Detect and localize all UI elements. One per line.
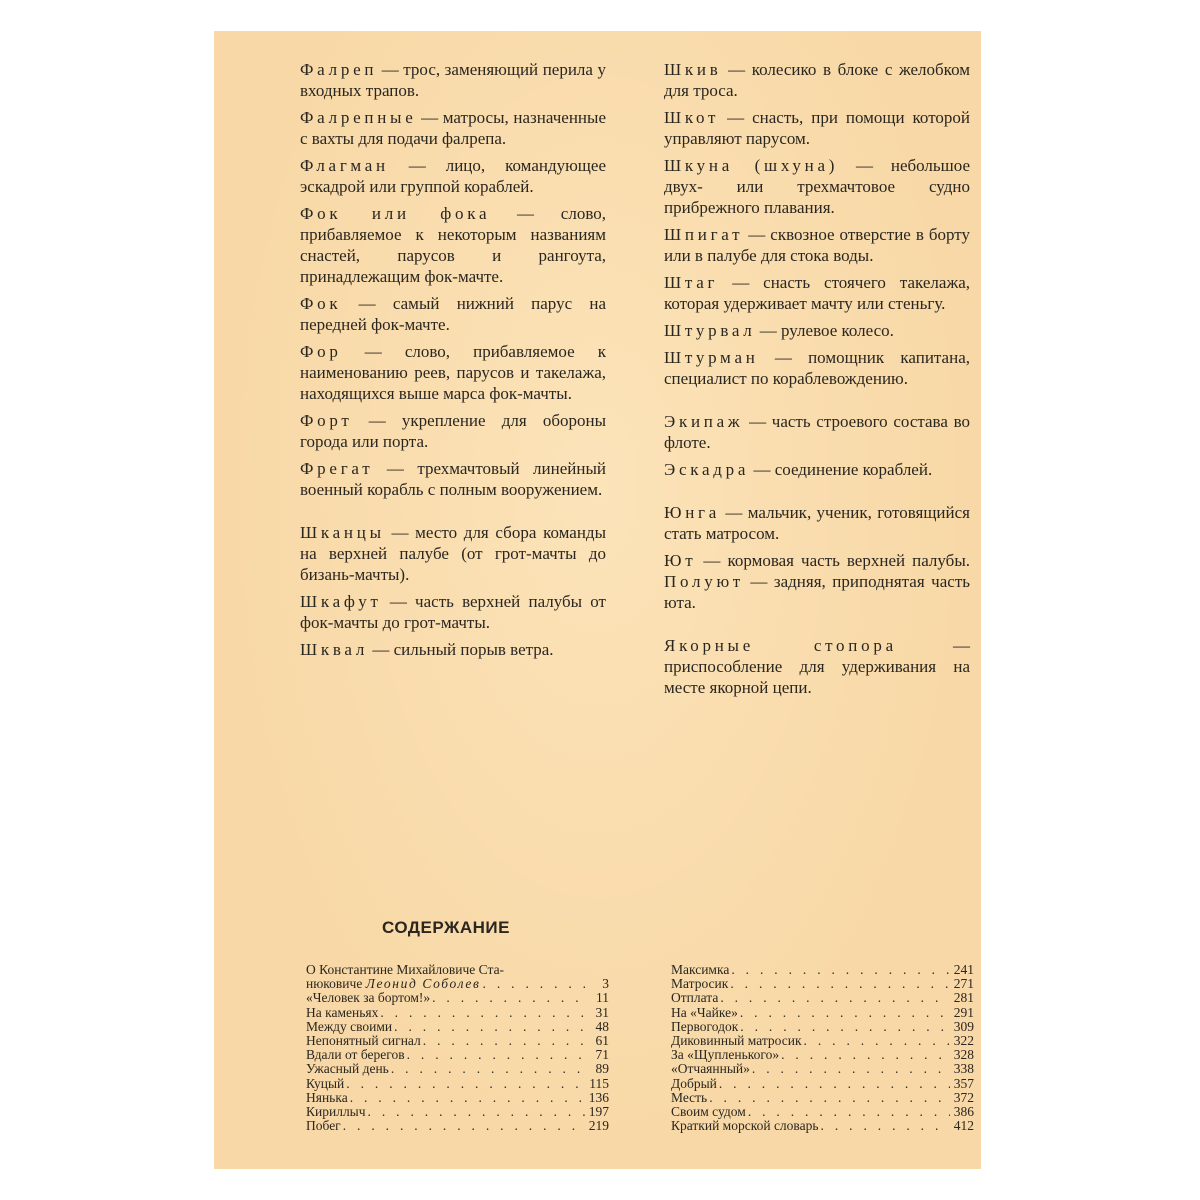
glossary-term: Штурвал (664, 321, 756, 340)
toc-entry-page: 309 (953, 1018, 974, 1034)
toc-entry-title: Матросик (671, 976, 729, 992)
toc-entry-page: 281 (953, 990, 974, 1006)
toc-leader (748, 1105, 950, 1119)
toc-entry[interactable] (671, 1077, 974, 1091)
glossary-term: Штурман (664, 348, 759, 367)
toc-entry-title: Непонятный сигнал (306, 1033, 421, 1049)
toc-entry[interactable] (306, 1119, 609, 1133)
glossary-definition: — кормовая часть верхней палубы. (696, 551, 970, 570)
glossary-entry (664, 272, 970, 314)
glossary-entry (664, 635, 970, 698)
toc-entry-title: О Константине Михайловиче Ста- (306, 962, 505, 977)
toc-entry-title: Краткий морской словарь (671, 1118, 819, 1134)
glossary-term: Экипаж (664, 412, 744, 431)
glossary-definition: — колесико в блоке с желобком для троса. (664, 60, 970, 100)
toc-title: СОДЕРЖАНИЕ (382, 918, 510, 937)
toc-leader (391, 1062, 585, 1076)
toc-leader (407, 1048, 585, 1062)
glossary-definition: — задняя, приподнятая часть юта. (664, 572, 970, 612)
glossary-definition: — трехмачтовый линейный военный корабль с полным вооружением. (300, 459, 606, 499)
toc-entry[interactable] (306, 1105, 609, 1119)
toc-entry-title: Куцый (306, 1075, 345, 1091)
toc-entry[interactable] (306, 991, 609, 1005)
glossary-entry (664, 224, 970, 266)
toc-leader (483, 977, 585, 991)
glossary-definition: — матросы, назначенные с вахты для подачи фалрепа. (300, 108, 606, 148)
toc-entry[interactable] (671, 1034, 974, 1048)
toc-leader (752, 1062, 950, 1076)
toc-entry-page: 412 (953, 1118, 974, 1134)
toc-entry[interactable] (306, 1034, 609, 1048)
toc-entry-title: Ужасный день (306, 1061, 389, 1077)
glossary-entry (300, 341, 606, 404)
glossary-entry (300, 293, 606, 335)
glossary-definition: — сквозное отверстие в борту или в палубе для стока воды. (664, 225, 970, 265)
glossary-definition: — соединение кораблей. (749, 460, 933, 479)
glossary-definition: — слово, прибавляемое к наименованию реев, парусов и такелажа, находящихся выше марса фок-мачты. (300, 342, 606, 403)
glossary-definition: — рулевое колесо. (755, 321, 894, 340)
toc-entry[interactable] (671, 1062, 974, 1076)
toc-leader (709, 1091, 950, 1105)
glossary-entry (300, 59, 606, 101)
glossary-left-column (300, 59, 606, 666)
toc-entry[interactable] (306, 1020, 609, 1034)
toc-right-column (671, 963, 974, 1133)
toc-leader (720, 991, 950, 1005)
glossary-entry (664, 320, 970, 341)
glossary-term: Юнга (664, 503, 721, 522)
glossary-term: Штаг (664, 273, 719, 292)
glossary-entry (664, 347, 970, 389)
toc-leader (346, 1077, 585, 1091)
toc-leader (394, 1020, 585, 1034)
toc-leader (350, 1091, 585, 1105)
glossary-definition: — слово, прибавляемое к некоторым названиям снастей, парусов и рангоута, принадлежащим фок-мачте. (300, 204, 606, 286)
toc-entry-title: Между своими (306, 1018, 393, 1034)
glossary-term: Шкот (664, 108, 720, 127)
glossary-term: Фор (300, 342, 342, 361)
glossary-definition: — приспособление для удерживания на месте якорной цепи. (664, 636, 971, 697)
toc-entry-title: Нянька (306, 1089, 348, 1105)
toc-entry-title: нюковиче (306, 976, 366, 992)
toc-entry[interactable] (671, 1020, 974, 1034)
glossary-definition: — сильный порыв ветра. (368, 640, 554, 659)
toc-entry-page: 197 (588, 1104, 609, 1120)
glossary-definition: — часть строевого состава во флоте. (664, 412, 970, 452)
toc-entry-page: 322 (953, 1033, 974, 1049)
toc-leader (740, 1006, 950, 1020)
toc-entry-page: 241 (953, 962, 974, 977)
toc-entry-page: 338 (953, 1061, 974, 1077)
toc-entry[interactable] (671, 1105, 974, 1119)
toc-leader (380, 1006, 585, 1020)
glossary-term: Шкафут (300, 592, 382, 611)
toc-leader (719, 1077, 950, 1091)
toc-entry-page: 89 (595, 1061, 609, 1077)
glossary-term: Форт (300, 411, 353, 430)
toc-entry-title: Вдали от берегов (306, 1047, 405, 1063)
glossary-definition: — небольшое двух- или трехмачтовое судно прибрежного плавания. (664, 156, 971, 217)
glossary-entry (664, 107, 970, 149)
toc-left-column (306, 963, 609, 1133)
toc-entry-title: За «Щупленького» (671, 1047, 780, 1063)
toc-entry[interactable] (671, 1006, 974, 1020)
toc-entry-page: 386 (953, 1104, 974, 1120)
toc-entry-page: 3 (602, 976, 609, 992)
glossary-term: Шкив (664, 60, 722, 79)
glossary-definition: — самый нижний парус на передней фок-мачте. (300, 294, 606, 334)
toc-leader (804, 1034, 950, 1048)
glossary-entry (300, 107, 606, 149)
glossary-term: Фалрепные (300, 108, 417, 127)
toc-entry-page: 115 (589, 1075, 609, 1091)
glossary-definition: — трос, заменяющий перила у входных трапов. (300, 60, 606, 100)
glossary-term: Фрегат (300, 459, 374, 478)
toc-entry-page: 48 (595, 1018, 609, 1034)
toc-entry[interactable] (671, 963, 974, 977)
glossary-entry (664, 59, 970, 101)
toc-entry-title: Кириллыч (306, 1104, 366, 1120)
toc-entry-page: 291 (953, 1004, 974, 1020)
glossary-definition: — помощник капитана, специалист по кораблевождению. (664, 348, 970, 388)
glossary-entry (300, 155, 606, 197)
toc-entry-title: Диковинный матросик (671, 1033, 802, 1049)
glossary-entry (664, 550, 970, 613)
toc-entry-page: 271 (953, 976, 974, 992)
toc-entry[interactable] (306, 977, 609, 991)
glossary-term: Шкуна (шхуна) (664, 156, 839, 175)
toc-entry-title: Побег (306, 1118, 341, 1134)
glossary-term: Фок или фока (300, 204, 491, 223)
glossary-entry (300, 458, 606, 500)
toc-entry[interactable] (306, 963, 609, 977)
toc-entry-page: 219 (588, 1118, 609, 1134)
toc-leader (432, 991, 585, 1005)
glossary-definition: — мальчик, ученик, готовящийся стать матросом. (664, 503, 970, 543)
glossary-definition: — укрепление для обороны города или порта. (300, 411, 606, 451)
glossary-entry (300, 522, 606, 585)
book-page (214, 31, 981, 1169)
glossary-entry (664, 411, 970, 453)
toc-entry[interactable] (671, 1091, 974, 1105)
toc-entry-title: На каменьях (306, 1004, 379, 1020)
glossary-definition: — снасть стоячего такелажа, которая удерживает мачту или стеньгу. (664, 273, 970, 313)
toc-entry-title: Добрый (671, 1075, 717, 1091)
glossary-term: Якорные стопора (664, 636, 897, 655)
toc-entry-title: Отплата (671, 990, 719, 1006)
toc-leader (368, 1105, 585, 1119)
toc-entry[interactable] (306, 1077, 609, 1091)
glossary-term: Фок (300, 294, 342, 313)
glossary-right-column (664, 59, 970, 704)
toc-entry[interactable] (306, 1048, 609, 1062)
toc-entry-title: Месть (671, 1089, 708, 1105)
glossary-definition: — лицо, командующее эскадрой или группой кораблей. (300, 156, 606, 196)
glossary-entry (300, 591, 606, 633)
glossary-definition: — снасть, при помощи которой управляют парусом. (664, 108, 970, 148)
glossary-entry (300, 203, 606, 287)
toc-entry-title: Первогодок (671, 1018, 739, 1034)
toc-entry[interactable] (671, 991, 974, 1005)
toc-leader (781, 1048, 950, 1062)
glossary-entry (300, 410, 606, 452)
toc-entry-page: 31 (595, 1004, 609, 1020)
glossary-definition: — место для сбора команды на верхней палубе (от грот-мачты до бизань-мачты). (300, 523, 606, 584)
toc-entry-title: На «Чайке» (671, 1004, 738, 1020)
toc-entry-page: 357 (953, 1075, 974, 1091)
toc-entry-page: 372 (953, 1089, 974, 1105)
toc-entry[interactable] (671, 1119, 974, 1133)
glossary-entry (664, 459, 970, 480)
toc-leader (343, 1119, 585, 1133)
toc-leader (731, 963, 950, 977)
toc-entry-page: 61 (595, 1033, 609, 1049)
glossary-term: Флагман (300, 156, 389, 175)
toc-entry[interactable] (306, 1091, 609, 1105)
glossary-term: Фалреп (300, 60, 378, 79)
toc-entry-title: Своим судом (671, 1104, 746, 1120)
toc-entry-author: Леонид Соболев (365, 976, 481, 992)
toc-entry-page: 136 (588, 1089, 609, 1105)
toc-entry-title: Максимка (671, 962, 730, 977)
glossary-entry (300, 639, 606, 660)
toc-entry[interactable] (671, 1048, 974, 1062)
glossary-entry (664, 155, 970, 218)
toc-leader (740, 1020, 950, 1034)
toc-leader (730, 977, 950, 991)
toc-entry[interactable] (671, 977, 974, 991)
toc-entry-page: 328 (953, 1047, 974, 1063)
toc-entry-title: «Человек за бортом!» (306, 990, 431, 1006)
toc-entry-page: 11 (596, 990, 609, 1006)
glossary-definition: — часть верхней палубы от фок-мачты до грот-мачты. (300, 592, 606, 632)
glossary-term: Полуют (664, 572, 744, 591)
toc-entry-page: 71 (595, 1047, 609, 1063)
glossary-term: Шканцы (300, 523, 385, 542)
glossary-entry (664, 502, 970, 544)
toc-leader (423, 1034, 585, 1048)
toc-leader (821, 1119, 950, 1133)
glossary-term: Шпигат (664, 225, 744, 244)
toc-entry[interactable] (306, 1006, 609, 1020)
toc-entry[interactable] (306, 1062, 609, 1076)
glossary-term: Эскадра (664, 460, 750, 479)
glossary-term: Шквал (300, 640, 369, 659)
toc-entry-title: «Отчаянный» (671, 1061, 750, 1077)
glossary-term: Ют (664, 551, 697, 570)
